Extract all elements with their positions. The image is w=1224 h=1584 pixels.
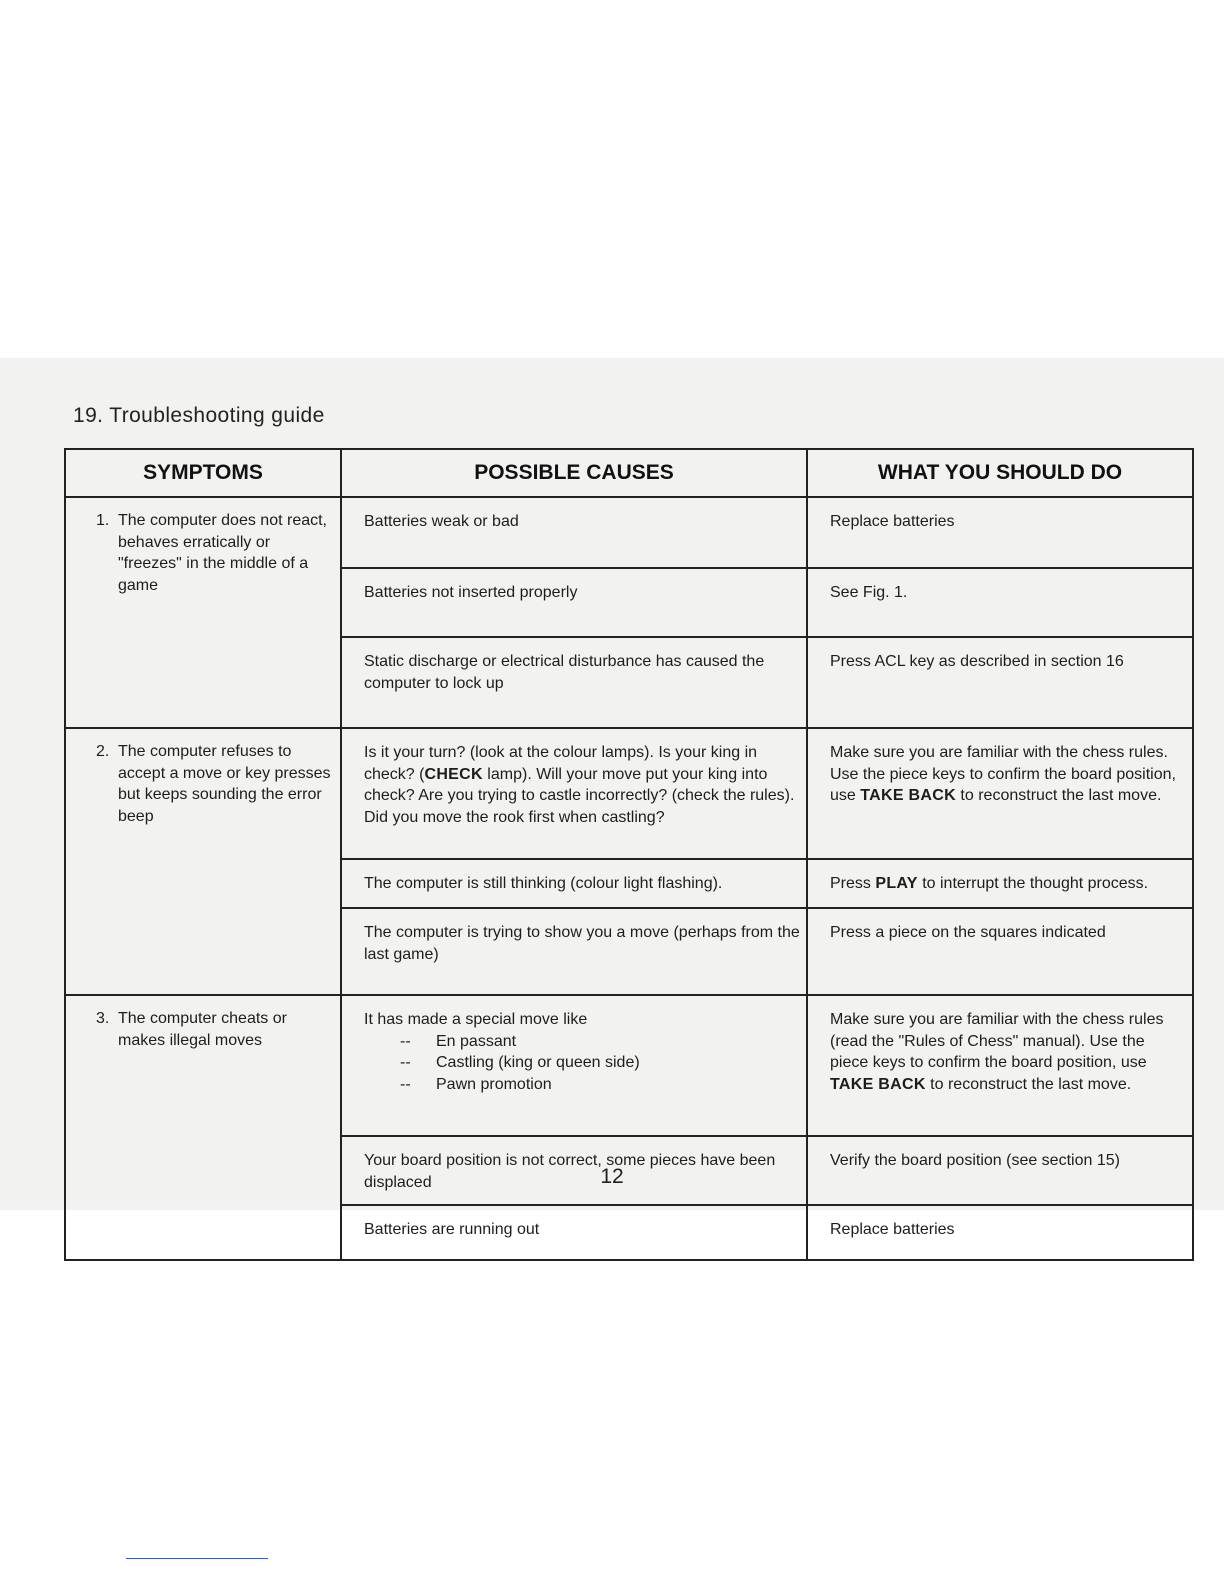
- cause-cell: [341, 728, 807, 859]
- symptom-text: The computer refuses to accept a move or key presses but keeps sounding the error beep: [118, 743, 331, 825]
- table-header-row: [65, 449, 1193, 497]
- action-cell: Replace batteries: [807, 1205, 1193, 1260]
- check-lamp-keyword: CHECK: [424, 765, 483, 783]
- list-item: -- En passant: [400, 1031, 800, 1053]
- action-cell: [807, 859, 1193, 908]
- symptom-text: The computer cheats or makes illegal moves: [118, 1010, 287, 1049]
- action-text: Make sure you are familiar with the chess rules (read the "Rules of Chess" manual). Use the piece keys to confirm the board position, use: [830, 1011, 1164, 1071]
- symptom-cell: [65, 497, 341, 728]
- action-cell: See Fig. 1.: [807, 568, 1193, 637]
- header-symptoms: SYMPTOMS: [65, 449, 341, 497]
- action-text: to reconstruct the last move.: [955, 787, 1162, 804]
- action-text: Make sure you are familiar with the chess rules. Use the piece keys to confirm the board position, use: [830, 744, 1176, 804]
- footer-rule: [126, 1558, 268, 1559]
- play-keyword: PLAY: [875, 875, 918, 892]
- cause-cell: Your board position is not correct, some pieces have been displaced: [341, 1136, 807, 1205]
- symptom-cell: [65, 995, 341, 1260]
- action-text: Press: [830, 875, 876, 892]
- cause-cell: [341, 995, 807, 1136]
- page-number: 12: [600, 1165, 624, 1188]
- section-title: 19. Troubleshooting guide: [73, 404, 325, 427]
- action-cell: Replace batteries: [807, 497, 1193, 568]
- header-what-you-should-do: WHAT YOU SHOULD DO: [807, 449, 1193, 497]
- cause-cell: The computer is trying to show you a move (perhaps from the last game): [341, 908, 807, 995]
- action-cell: Verify the board position (see section 15): [807, 1136, 1193, 1205]
- list-item: -- Castling (king or queen side): [400, 1052, 800, 1074]
- symptom-number: 2.: [96, 743, 110, 760]
- cause-cell: Batteries not inserted properly: [341, 568, 807, 637]
- cause-cell: Batteries weak or bad: [341, 497, 807, 568]
- symptom-number: 3.: [96, 1010, 110, 1027]
- table-row: [65, 995, 1193, 1136]
- action-cell: [807, 728, 1193, 859]
- action-text: to reconstruct the last move.: [925, 1075, 1132, 1093]
- cause-cell: Batteries are running out: [341, 1205, 807, 1260]
- action-cell: [807, 995, 1193, 1136]
- table-row: [65, 728, 1193, 859]
- list-item: -- Pawn promotion: [400, 1074, 800, 1096]
- symptom-cell: [65, 728, 341, 995]
- action-cell: Press ACL key as described in section 16: [807, 637, 1193, 728]
- take-back-keyword: TAKE BACK: [860, 787, 956, 804]
- action-cell: Press a piece on the squares indicated: [807, 908, 1193, 995]
- symptom-text: The computer does not react, behaves erratically or "freezes" in the middle of a game: [118, 512, 327, 594]
- special-moves-list: [364, 1031, 800, 1096]
- take-back-keyword: TAKE BACK: [830, 1075, 926, 1093]
- cause-text: Is it your turn? (look at the colour lamps). Is your king in check? (: [364, 744, 758, 783]
- cause-text: lamp). Will your move put your king into check? Are you trying to castle incorrectly? (check the rules). Did you move the rook first when castling?: [364, 765, 795, 826]
- table-row: [65, 497, 1193, 568]
- symptom-number: 1.: [96, 512, 110, 529]
- cause-cell: The computer is still thinking (colour light flashing).: [341, 859, 807, 908]
- cause-cell: Static discharge or electrical disturbance has caused the computer to lock up: [341, 637, 807, 728]
- troubleshooting-table: [64, 448, 1194, 1261]
- action-text: to interrupt the thought process.: [917, 875, 1149, 892]
- header-possible-causes: POSSIBLE CAUSES: [341, 449, 807, 497]
- cause-intro: It has made a special move like: [364, 1011, 588, 1028]
